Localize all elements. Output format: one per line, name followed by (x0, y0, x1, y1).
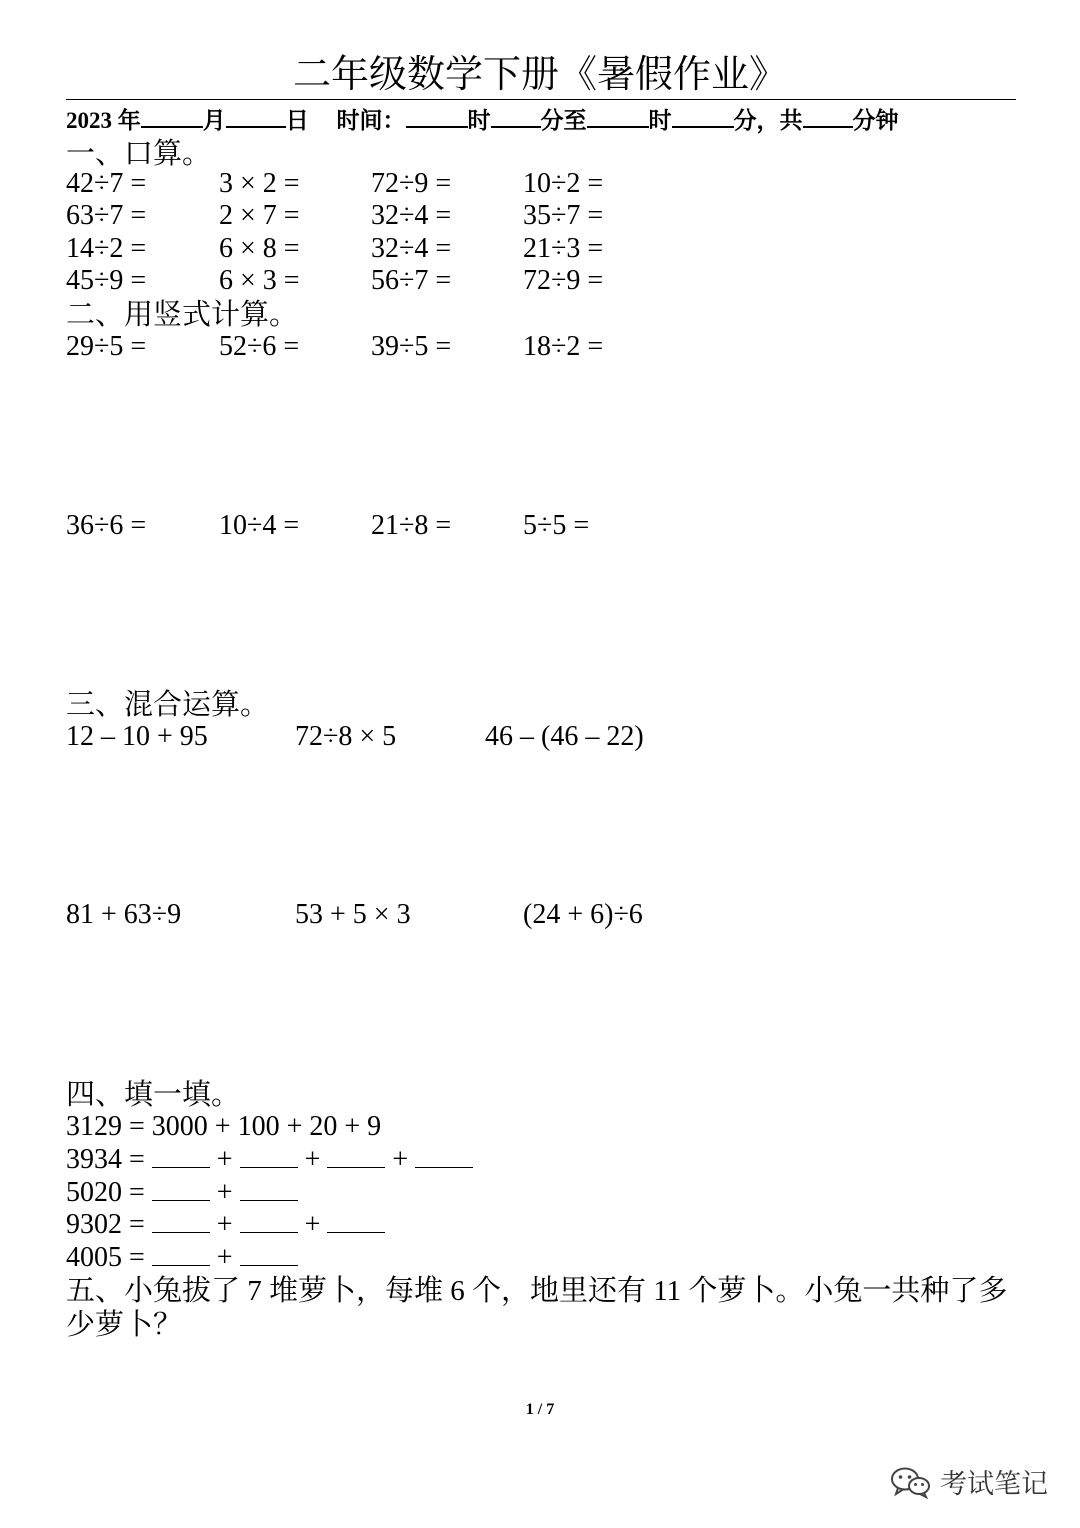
title-rule (66, 99, 1016, 100)
end-hour-blank (587, 106, 649, 128)
fill-item (66, 1143, 473, 1177)
end-minute-blank (672, 106, 734, 128)
answer-blank[interactable] (240, 1145, 298, 1168)
problem: 10÷2 = (523, 168, 604, 199)
section3-heading: 三、混合运算。 (66, 689, 270, 721)
problem: 45÷9 = (66, 265, 147, 296)
hour-label: 时 (467, 108, 491, 133)
problem: 12 – 10 + 95 (66, 721, 208, 752)
watermark (890, 1462, 1048, 1501)
fill-number: 5020 = (66, 1177, 145, 1208)
year-label: 2023 年 (66, 108, 141, 133)
problem: 36÷6 = (66, 510, 147, 541)
answer-blank[interactable] (152, 1243, 210, 1266)
problem: 42÷7 = (66, 168, 147, 199)
answer-blank[interactable] (152, 1145, 210, 1168)
answer-blank[interactable] (327, 1145, 385, 1168)
problem: 35÷7 = (523, 200, 604, 231)
problem: 29÷5 = (66, 331, 147, 362)
watermark-text: 考试笔记 (940, 1469, 1048, 1500)
problem: 72÷9 = (371, 168, 452, 199)
total-minutes-blank (803, 106, 853, 128)
problem: 63÷7 = (66, 200, 147, 231)
day-blank (226, 106, 286, 128)
plus-sign: + (216, 1209, 233, 1240)
minute-to-label: 分至 (540, 108, 587, 133)
answer-blank[interactable] (152, 1178, 210, 1201)
answer-blank[interactable] (240, 1178, 298, 1201)
minutes-label: 分钟 (852, 108, 899, 133)
plus-sign: + (216, 1177, 233, 1208)
minute-total-label: 分，共 (733, 108, 803, 133)
problem: 56÷7 = (371, 265, 452, 296)
problem: 72÷9 = (523, 265, 604, 296)
section5-question-line1: 五、小兔拔了 7 堆萝卜，每堆 6 个，地里还有 11 个萝卜。小兔一共种了多 (66, 1275, 1008, 1307)
page-number: 1 / 7 (525, 1401, 555, 1418)
time-label: 时间： (336, 108, 406, 133)
day-label: 日 (285, 108, 309, 133)
problem: 3 × 2 = (219, 168, 300, 199)
section2-heading: 二、用竖式计算。 (66, 299, 299, 331)
answer-blank[interactable] (152, 1210, 210, 1233)
problem: 32÷4 = (371, 200, 452, 231)
section4-heading: 四、填一填。 (66, 1079, 241, 1111)
hour-label-2: 时 (648, 108, 672, 133)
answer-blank[interactable] (240, 1210, 298, 1233)
problem: 2 × 7 = (219, 200, 300, 231)
problem: 53 + 5 × 3 (295, 899, 411, 930)
problem: 52÷6 = (219, 331, 300, 362)
problem: 5÷5 = (523, 510, 590, 541)
fill-item (66, 1241, 298, 1275)
section5-question-line2: 少萝卜？ (66, 1309, 183, 1341)
problem: 32÷4 = (371, 233, 452, 264)
problem: 6 × 8 = (219, 233, 300, 264)
fill-number: 3934 = (66, 1144, 145, 1175)
problem: 46 – (46 – 22) (485, 721, 644, 752)
fill-number: 9302 = (66, 1209, 145, 1240)
problem: 6 × 3 = (219, 265, 300, 296)
plus-sign: + (216, 1242, 233, 1273)
problem: (24 + 6)÷6 (523, 899, 643, 930)
plus-sign: + (304, 1209, 321, 1240)
answer-blank[interactable] (327, 1210, 385, 1233)
fill-example: 3129 = 3000 + 100 + 20 + 9 (66, 1111, 382, 1142)
month-blank (141, 106, 203, 128)
start-minute-blank (491, 106, 541, 128)
fill-number: 4005 = (66, 1242, 145, 1273)
fill-item (66, 1208, 385, 1242)
plus-sign: + (304, 1144, 321, 1175)
problem: 81 + 63÷9 (66, 899, 182, 930)
problem: 14÷2 = (66, 233, 147, 264)
plus-sign: + (392, 1144, 409, 1175)
answer-blank[interactable] (240, 1243, 298, 1266)
wechat-icon (890, 1465, 932, 1499)
problem: 72÷8 × 5 (295, 721, 397, 752)
problem: 10÷4 = (219, 510, 300, 541)
date-time-header (66, 106, 899, 136)
fill-item (66, 1176, 298, 1210)
plus-sign: + (216, 1144, 233, 1175)
problem: 39÷5 = (371, 331, 452, 362)
month-label: 月 (202, 108, 226, 133)
answer-blank[interactable] (415, 1145, 473, 1168)
section1-heading: 一、口算。 (66, 138, 212, 170)
problem: 21÷3 = (523, 233, 604, 264)
problem: 21÷8 = (371, 510, 452, 541)
problem: 18÷2 = (523, 331, 604, 362)
page-title: 二年级数学下册《暑假作业》 (292, 54, 787, 96)
start-hour-blank (406, 106, 468, 128)
